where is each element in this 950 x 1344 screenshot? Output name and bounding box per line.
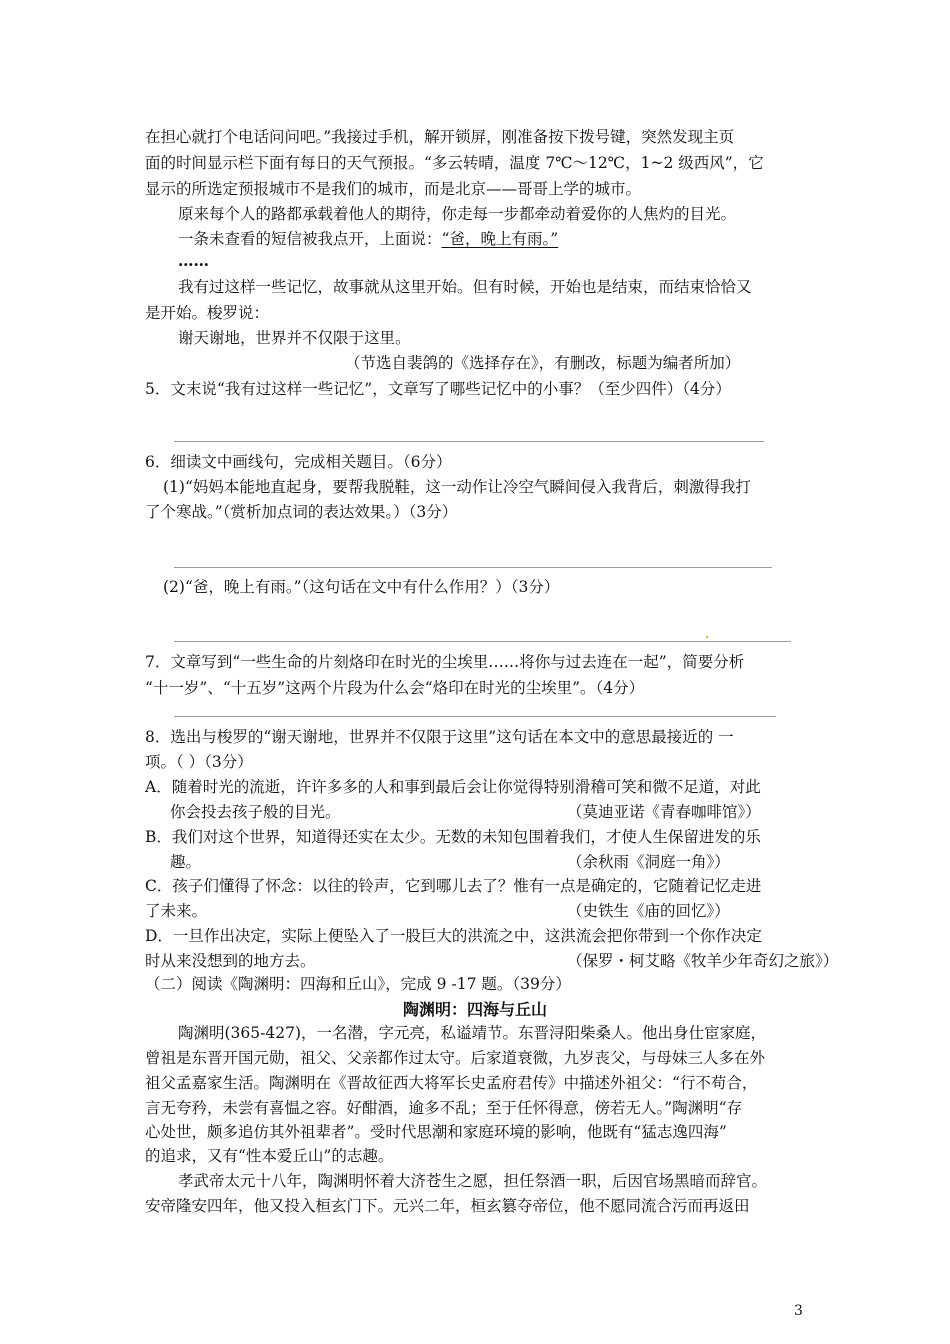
article-line: 心处世，颇多追仿其外祖辈者”。受时代思潮和家庭环境的影响，他既有“猛志逸四海” <box>145 1123 727 1141</box>
option-b-source: （余秋雨《洞庭一角》） <box>567 853 730 871</box>
passage-line: 谢天谢地，世界并不仅限于这里。 <box>178 329 411 347</box>
question-6-1: (1)“妈妈本能地直起身，要帮我脱鞋，这一动作让冷空气瞬间侵入我背后，刺激得我打 <box>163 478 751 496</box>
passage-text: 一条未查看的短信被我点开，上面说： <box>178 230 442 248</box>
answer-line[interactable] <box>174 641 791 642</box>
ellipsis: …… <box>178 251 209 270</box>
article-line: 祖父孟嘉家生活。陶渊明在《晋故征西大将军长史孟府君传》中描述外祖父：“行不苟合， <box>145 1074 758 1092</box>
option-d: D．一旦作出决定，实际上便坠入了一股巨大的洪流之中，这洪流会把你带到一个你作决定 <box>145 927 762 945</box>
question-7: 7．文章写到“一些生命的片刻烙印在时光的尘埃里……将你与过去连在一起”，简要分析 <box>145 653 745 671</box>
option-c-source: （史铁生《庙的回忆》） <box>567 902 730 920</box>
option-c: 了未来。 <box>145 902 208 920</box>
article-line: 孝武帝太元十八年，陶渊明怀着大济苍生之愿，担任祭酒一职，后因官场黑暗而辞官。 <box>178 1172 768 1190</box>
section-intro: （二）阅读《陶渊明：四海和丘山》，完成 9 -17 题。（39分） <box>145 975 571 993</box>
question-8: 项。（ ）（3分） <box>145 753 253 771</box>
passage-line: 原来每个人的路都承载着他人的期待，你走每一步都牵动着爱你的人焦灼的目光。 <box>178 205 737 223</box>
option-b: 趣。 <box>170 853 202 871</box>
answer-line[interactable] <box>174 567 772 568</box>
option-b: B．我们对这个世界，知道得还实在太少。无数的未知包围着我们，才使人生保留进发的乐 <box>145 828 761 846</box>
option-a-source: （莫迪亚诺《青春咖啡馆》） <box>567 803 761 821</box>
question-6-2: (2)“爸，晚上有雨。”（这句话在文中有什么作用？）（3分） <box>163 578 560 596</box>
answer-line[interactable] <box>174 441 764 442</box>
article-line: 的追求，又有“性本爱丘山”的志趣。 <box>145 1147 394 1165</box>
article-line: 安帝隆安四年，他又投入桓玄门下。元兴二年，桓玄篡夺帝位，他不愿同流合污而再返田 <box>145 1197 750 1215</box>
question-5: 5．文末说“我有过这样一些记忆”，文章写了哪些记忆中的小事？（至少四件）（4分） <box>145 380 731 398</box>
question-7: “十一岁”、“十五岁”这两个片段为什么会“烙印在时光的尘埃里”。（4分） <box>145 679 645 697</box>
article-line: 曾祖是东晋开国元勋，祖父、父亲都作过太守。后家道衰微，九岁丧父，与母妹三人多在外 <box>145 1049 766 1067</box>
article-line: 陶渊明(365-427)，一名潜，字元亮，私谥靖节。东晋浔阳柴桑人。他出身仕宦家庭， <box>178 1024 767 1042</box>
option-a: A．随着时光的流逝，许许多多的人和事到最后会让你觉得特别滑稽可笑和微不足道，对此 <box>145 778 761 796</box>
underlined-quote: “爸，晚上有雨。” <box>441 230 559 248</box>
page-number: 3 <box>794 1303 803 1319</box>
stray-mark <box>706 636 708 638</box>
option-d: 时从来没想到的地方去。 <box>145 952 316 970</box>
article-title: 陶渊明：四海与丘山 <box>402 1000 547 1019</box>
answer-line[interactable] <box>174 716 776 717</box>
option-c: C．孩子们懂得了怀念：以往的铃声，它到哪儿去了？惟有一点是确定的，它随着记忆走进 <box>145 877 762 895</box>
passage-line <box>178 228 558 250</box>
option-a: 你会投去孩子般的目光。 <box>170 803 341 821</box>
passage-line: 面的时间显示栏下面有每日的天气预报。“多云转晴，温度 7℃～12℃，1~2 级西风”，它 <box>145 154 764 172</box>
passage-line: 是开始。梭罗说： <box>145 304 270 322</box>
question-6-1: 了个寒战。”（赏析加点词的表达效果。）（3分） <box>145 503 458 521</box>
article-line: 言无夸矜，未尝有喜愠之容。好酣酒，逾多不乱；至于任怀得意，傍若无人。”陶渊明“存 <box>145 1099 743 1117</box>
question-6: 6．细读文中画线句，完成相关题目。（6分） <box>145 453 452 471</box>
passage-source: （节选自裴鸽的《选择存在》，有删改，标题为编者所加） <box>345 354 741 372</box>
passage-line: 显示的所选定预报城市不是我们的城市，而是北京——哥哥上学的城市。 <box>145 180 642 198</box>
passage-line: 我有过这样一些记忆，故事就从这里开始。但有时候，开始也是结束，而结束恰恰又 <box>178 278 752 296</box>
passage-line: 在担心就打个电话问问吧。”我接过手机，解开锁屏，刚准备按下拨号键，突然发现主页 <box>145 128 735 146</box>
option-d-source: （保罗・柯艾略《牧羊少年奇幻之旅》） <box>567 952 839 970</box>
question-8: 8．选出与梭罗的“谢天谢地，世界并不仅限于这里”这句话在本文中的意思最接近的 一 <box>145 728 734 746</box>
